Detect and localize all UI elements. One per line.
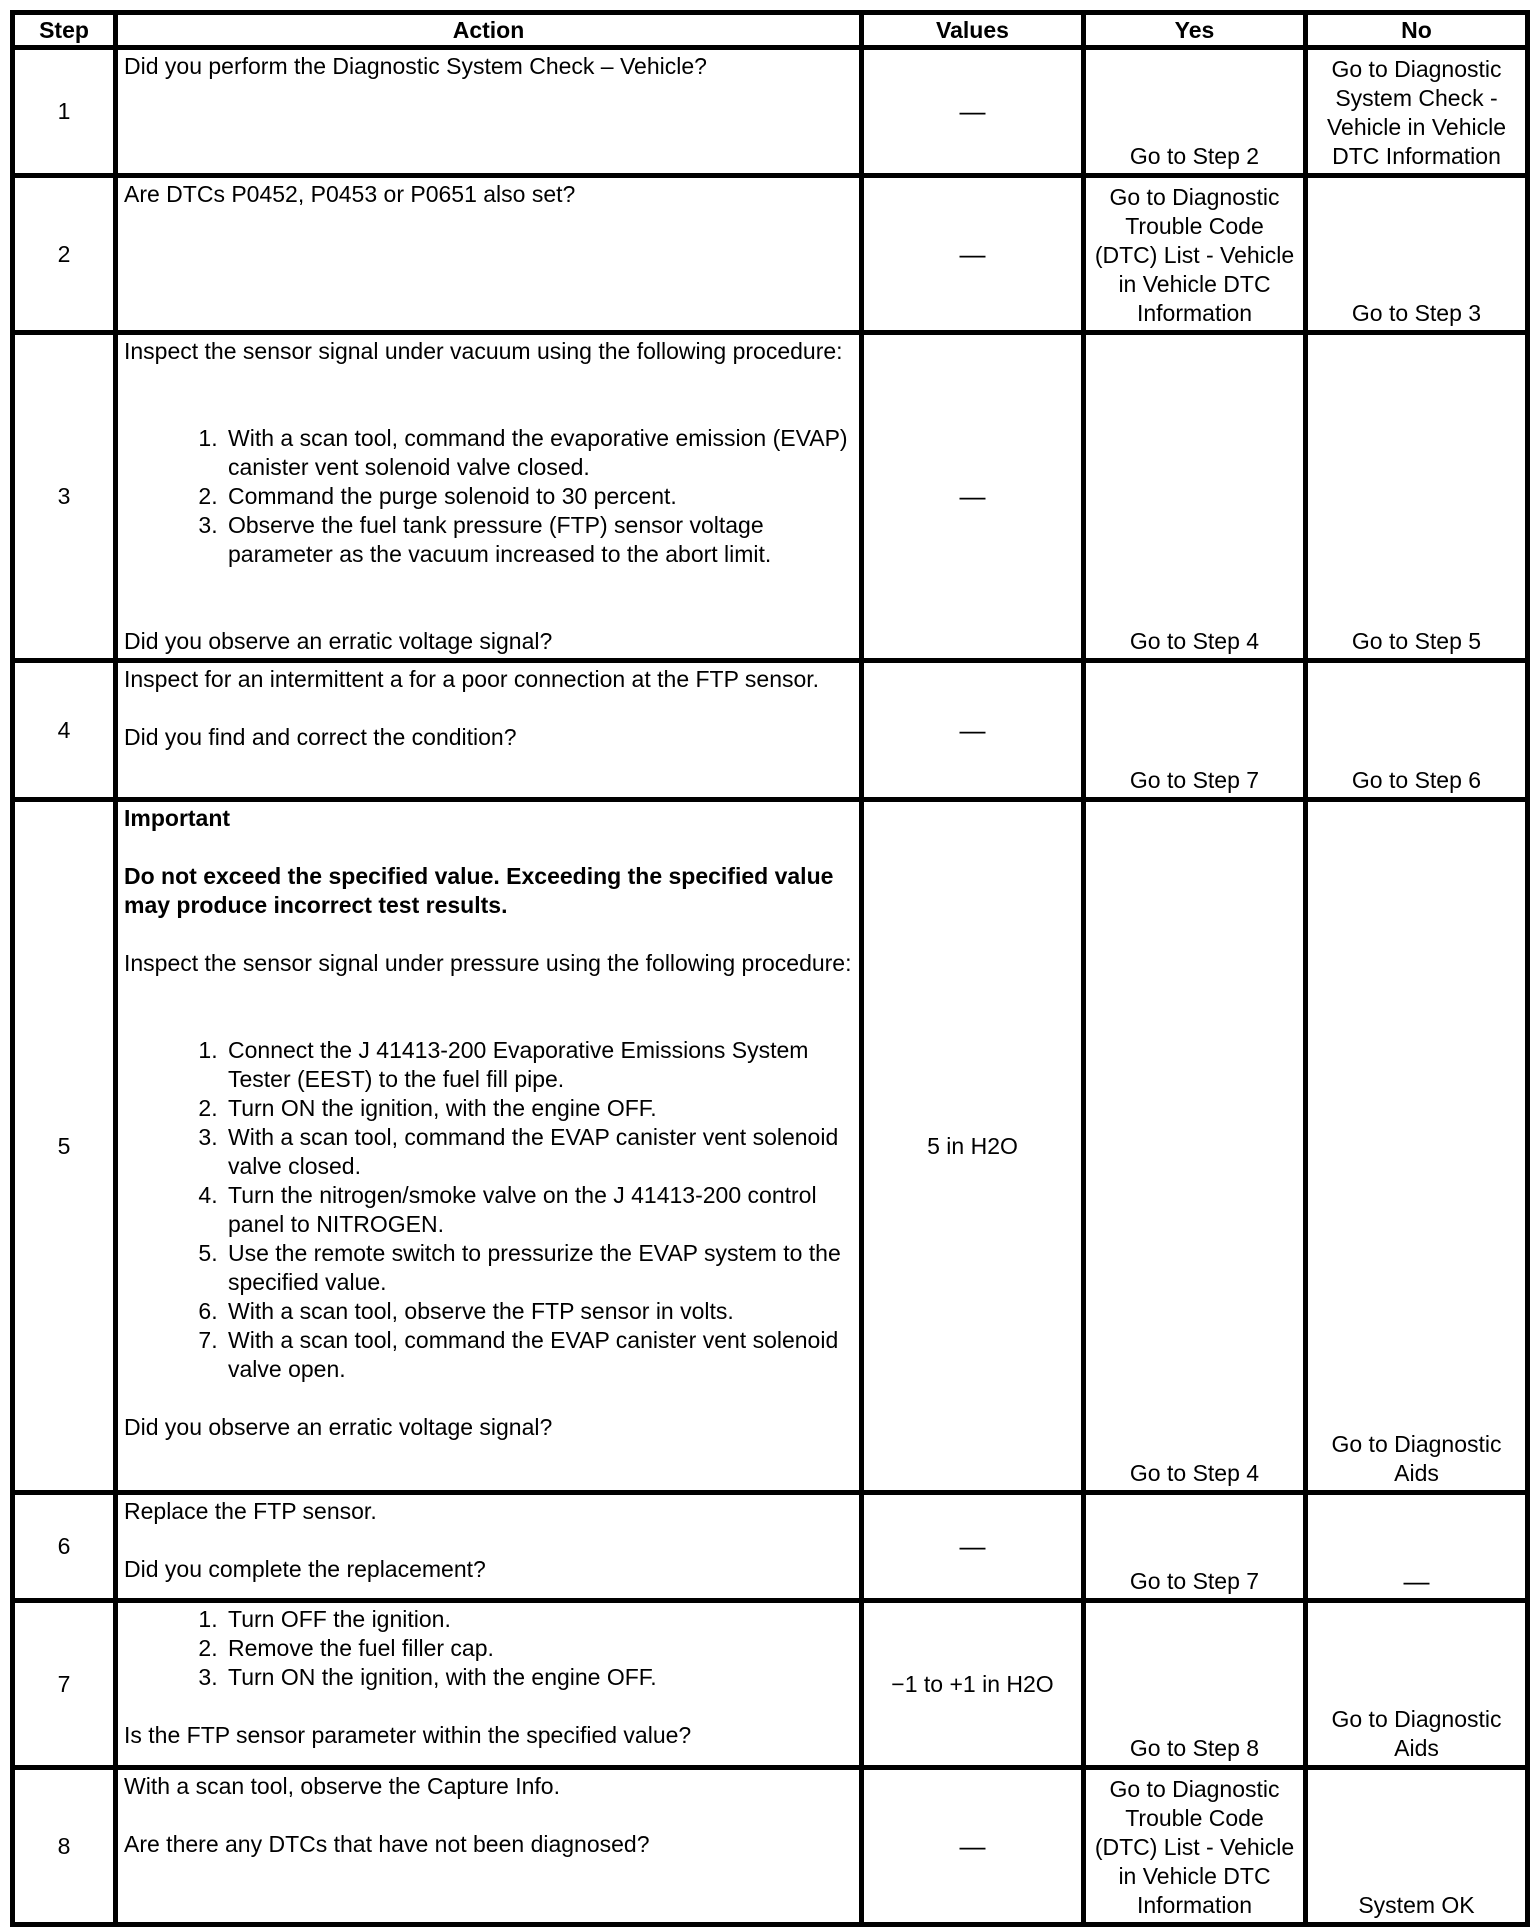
action-intro: With a scan tool, observe the Capture Info. [124,1773,560,1799]
no-cell: Go to Diagnostic Aids [1306,800,1528,1493]
step-number: 2 [13,176,116,333]
procedure-step: 1. Turn OFF the ignition. [224,1605,853,1634]
procedure-step: 6. With a scan tool, observe the FTP sensor in volts. [224,1297,853,1326]
table-row [13,661,1528,800]
no-cell: Go to Step 3 [1306,176,1528,333]
yes-cell: Go to Diagnostic Trouble Code (DTC) List - Vehicle in Vehicle DTC Information [1084,176,1306,333]
table-row [13,1768,1528,1925]
action-cell [116,1601,862,1768]
value-cell: −1 to +1 in H2O [862,1601,1084,1768]
table-row [13,1601,1528,1768]
table-row [13,333,1528,661]
action-intro: Inspect for an intermittent a for a poor connection at the FTP sensor. [124,666,820,692]
action-intro: Inspect the sensor signal under vacuum using the following procedure: [124,338,843,364]
yes-cell: Go to Diagnostic Trouble Code (DTC) List - Vehicle in Vehicle DTC Information [1084,1768,1306,1925]
action-cell [116,1768,862,1925]
table-row [13,1493,1528,1601]
no-cell: — [1306,1493,1528,1601]
action-question: Are DTCs P0452, P0453 or P0651 also set? [124,181,576,207]
procedure-step: 1. Connect the J 41413-200 Evaporative Emissions System Tester (EEST) to the fuel fill pipe. [224,1036,853,1094]
action-cell [116,176,862,333]
step-number: 6 [13,1493,116,1601]
value-cell: — [862,1768,1084,1925]
procedure-step: 3. Turn ON the ignition, with the engine OFF. [224,1663,853,1692]
table-row [13,48,1528,176]
value-cell: — [862,1493,1084,1601]
procedure-step: 4. Turn the nitrogen/smoke valve on the J 41413-200 control panel to NITROGEN. [224,1181,853,1239]
procedure-list [124,1605,853,1692]
action-cell [116,1493,862,1601]
action-intro: Replace the FTP sensor. [124,1498,377,1524]
yes-cell: Go to Step 8 [1084,1601,1306,1768]
action-question: Did you observe an erratic voltage signal? [124,628,553,654]
action-cell [116,800,862,1493]
procedure-list [124,1036,853,1384]
value-cell: — [862,48,1084,176]
step-number: 7 [13,1601,116,1768]
no-cell: Go to Step 5 [1306,333,1528,661]
no-cell: Go to Diagnostic Aids [1306,1601,1528,1768]
procedure-step: 2. Command the purge solenoid to 30 percent. [224,482,853,511]
action-cell [116,48,862,176]
action-intro: Inspect the sensor signal under pressure using the following procedure: [124,950,852,976]
action-cell [116,333,862,661]
procedure-step: 5. Use the remote switch to pressurize the EVAP system to the specified value. [224,1239,853,1297]
step-number: 8 [13,1768,116,1925]
yes-cell: Go to Step 7 [1084,1493,1306,1601]
action-question: Are there any DTCs that have not been diagnosed? [124,1831,650,1857]
procedure-step: 1. With a scan tool, command the evaporative emission (EVAP) canister vent solenoid valve closed. [224,424,853,482]
value-cell: 5 in H2O [862,800,1084,1493]
important-title: Important [124,805,231,831]
yes-cell: Go to Step 4 [1084,800,1306,1493]
procedure-step: 2. Turn ON the ignition, with the engine OFF. [224,1094,853,1123]
procedure-step: 2. Remove the fuel filler cap. [224,1634,853,1663]
header-step: Step [13,13,116,48]
procedure-step: 3. With a scan tool, command the EVAP canister vent solenoid valve closed. [224,1123,853,1181]
table-row [13,800,1528,1493]
header-values: Values [862,13,1084,48]
action-question: Did you find and correct the condition? [124,724,517,750]
header-action: Action [116,13,862,48]
header-no: No [1306,13,1528,48]
action-question: Did you complete the replacement? [124,1556,486,1582]
action-question: Is the FTP sensor parameter within the specified value? [124,1722,692,1748]
yes-cell: Go to Step 2 [1084,48,1306,176]
yes-cell: Go to Step 4 [1084,333,1306,661]
value-cell: — [862,176,1084,333]
value-cell: — [862,333,1084,661]
diagnostic-table [10,10,1530,1927]
step-number: 5 [13,800,116,1493]
header-yes: Yes [1084,13,1306,48]
table-row [13,176,1528,333]
step-number: 1 [13,48,116,176]
header-row [13,13,1528,48]
step-number: 3 [13,333,116,661]
important-text: Do not exceed the specified value. Exceeding the specified value may produce incorrect test results. [124,863,834,918]
action-question: Did you perform the Diagnostic System Check – Vehicle? [124,53,707,79]
procedure-list [124,424,853,569]
no-cell: System OK [1306,1768,1528,1925]
yes-cell: Go to Step 7 [1084,661,1306,800]
no-cell: Go to Step 6 [1306,661,1528,800]
action-cell [116,661,862,800]
value-cell: — [862,661,1084,800]
step-number: 4 [13,661,116,800]
procedure-step: 7. With a scan tool, command the EVAP canister vent solenoid valve open. [224,1326,853,1384]
no-cell: Go to Diagnostic System Check - Vehicle in Vehicle DTC Information [1306,48,1528,176]
procedure-step: 3. Observe the fuel tank pressure (FTP) sensor voltage parameter as the vacuum increased to the abort limit. [224,511,853,569]
action-question: Did you observe an erratic voltage signal? [124,1414,553,1440]
